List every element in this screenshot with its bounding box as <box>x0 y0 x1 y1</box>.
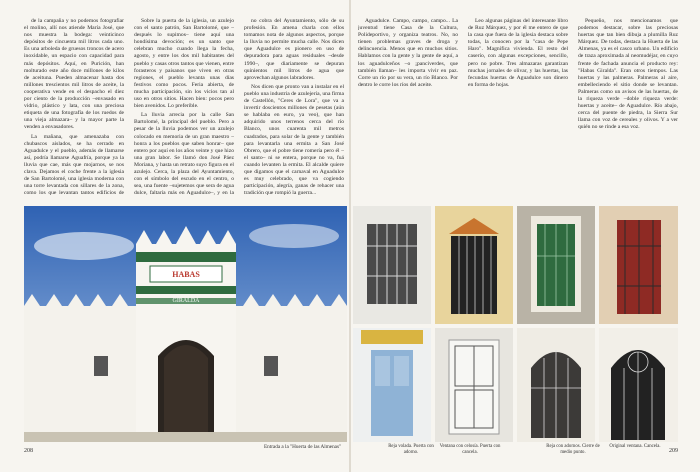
door-red-icon <box>599 206 678 324</box>
window-green-icon <box>517 206 595 324</box>
text-column-6 <box>578 18 678 196</box>
page-number-right: 209 <box>669 448 678 454</box>
door-caption-2: Ventana con celosía. Puerta con cancela. <box>439 444 501 455</box>
door-arched-icon <box>599 328 678 442</box>
paragraph: Aguadulce. Campo, campo, campo... La juventud tiene Casa de la Cultura, Polideportivo, y organiza teatros. No, no tienen problemas graves de droga y delincuencia. Menos que en muchos sitios. Hablamos con la gente y la gente de aquí, a los aguadulceños –o ¡panciverdes, que también llaman– les importa vivir en paz. Corre un río por su vera, un río Blanco. Por dentro le corre los ríos del aceite. <box>358 18 458 88</box>
photo-window-green <box>517 206 595 324</box>
sign-text: HABAS <box>172 270 200 279</box>
paragraph: Nos dicen que pronto van a instalar en el pueblo una industria de azulejería, una firma de Castellón, "Ceres de Lora", que va a invertir doscientos millones de pesetas (aún se hablaba en euro, ya veo), que han adquirido unos terrenos cerca del río Blanco, unos cuarenta mil metros cuadrados, para solar de la gente y también para levantarla una ermita a San José Obrero, que el pobre tiene romería pero él –el santo– ni se entera, porque no va, fuá cuando levanten la ermita. El alcalde quiere que digamos que el carnaval en Aguadulce es muy celebrado, que va cogiendo participación, alegría, ganas de rehacer una tradición que rompió la guerra... <box>244 83 344 196</box>
paragraph: Leo algunas páginas del interesante libro de Ruz Márquez, y por él me entero de que la casa que fuera de la iglesia destaca sobre todas, la conocen por la "casa de Pepe Haro". Magnífica vivienda. El resto del caserío, con algunas excepciones, sencillo, pero no pobre. Tres almazaras garantizan muchas jornales de olivar, y las huertas, las fecundas huertas de Aguadulce son dinero en forma de hojas. <box>468 18 568 88</box>
door-blue-icon <box>353 328 431 442</box>
paragraph: Pequeño, nos mencionamos que podemos destacar, sobre las preciosas huertas que tan bien dibuja a plumilla Ruz Márquez. De todas, destaca la Huerta de las Almenas, ya es el casco urbano. Un edificio de traza aproximada al neomudéjar, en cuyo frente de fachada anuncia el producto rey: "Habas Giralda". Eran otros tiempos. Las huertas y las palmeras. Palmeras al aire, embelleciendo el sitio donde se levantan. Palmeras como un avisos de las huertas, de la riqueza verde –doble riqueza verde: huertas y aceite– de Aguadulce. Río abajo, cerca del puente de piedra, la Sierra Sur llama con voz de cereales y olivos. Y a ver quién no se rinde a esa voz. <box>578 18 678 131</box>
text-column-3 <box>244 18 344 196</box>
text-column-2 <box>134 18 234 196</box>
photo-door-red <box>599 206 678 324</box>
paragraph: La lluvia arrecia por la calle San Bartolomé, la principal del pueblo. Pero a pesar de la lluvia podemos ver un azulejo colocado en memoria de un gran maestro –honra a los pueblos que saben honrar– que entero por aquí en los años veinte y que hizo una gran labor. Se llamó don José Páez Moriana, y hasta un retrato suyo figura en el azulejo. Cerca, la plaza del Ayuntamiento, con el símbolo del escudo en el centro, o sea, una fuente –sujetemos que sera de agua dulce, faltaría más en Aguadulce–, y en la <box>134 112 234 196</box>
photo-window-grille <box>353 206 431 324</box>
paragraph: de la campaña y no podemos fotografiar el molino, allí nos atiende María José, que nos muestra la bodega: veinticinco depósitos de cincuenta mil litros cada uno. Es una arboleda de gruesos troncos de acero inoxidable, un espacio con capacidad para más depósitos. Aquí, en Purición, han molturado este año doce millones de kilos de aceituna. Pueden almacenar hasta dos millones trescientos mil litros de aceite, la cooperativa vende en el despacho el diez por ciento de la producción –envasado en vidrio, plástico y lata, con una preciosa etiqueta de una fotografía de los ruedos de una vieja almazara– y la mayor parte la venden a envasadores. <box>24 18 124 131</box>
page-number-left: 208 <box>24 448 33 454</box>
sign-text-2: GIRALDA <box>172 298 200 304</box>
doors-photo-grid <box>353 206 678 458</box>
door-grille-icon <box>435 206 513 324</box>
text-column-5 <box>468 18 568 196</box>
paragraph: no cobra del Ayuntamiento, sólo de su profesión. En amena charla con ellos tomamos nota de algunos aspectos, porque la lluvia no permite mucha calle. Nos dicen que Aguadulce es pionero en uso de depuradora para aguas residuales –desde 1990–, que diariamente se depuran quinientos mil litros de agua que aprovechan algunos labradores. <box>244 18 344 81</box>
photo-door-yellow <box>435 206 513 324</box>
text-column-1 <box>24 18 124 196</box>
window-grille-icon <box>353 206 431 324</box>
door-caption-1: Reja volada. Puerta con adorno. <box>388 444 434 455</box>
text-column-4 <box>358 18 458 196</box>
window-white-icon <box>435 328 513 442</box>
photo-huerta-almenas <box>24 206 347 442</box>
caption-main-photo: Entrada a la "Huerta de las Almenas" <box>264 444 342 450</box>
paragraph: Sobre la puerta de la iglesia, un azulejo con el santo patrón, San Bartolomé, que –después lo supimos– tiene aquí una hondísima devoción; es un santo que celebran mucho cuando llega la fecha, agosto, y entre los dos mil habitantes del pueblo y casas otros tantos que vienen, entre forasteros y paisanos que viven en otras regiones, el pueblo levanta unas días festivos como pocos. Feria abierta, de mucha participación, sin los vicios tan al uso en otros sitios. Hacen bien: pocos pero bien avenidos. Lo preferible. <box>134 18 234 110</box>
door-caption-4: Original ventana. Cancela. <box>609 444 661 449</box>
window-arched-icon <box>517 328 595 442</box>
photo-door-arched <box>599 328 678 442</box>
building-illustration <box>24 206 347 442</box>
paragraph: La mañana, que amenazaba con chubascos aislados, se ha cerrado en Aguadulce y el pueblo, además de llamarse así, podría llamarse Aguafría, porque ya la lluvia que cae, más que mojarnos, se nos clava. Dejamos el coche frente a la iglesia de San Bartolomé, una iglesia moderna con una torre levantada con sillares de la zona, como los que levantan tantos edificios de <box>24 133 124 196</box>
photo-door-blue <box>353 328 431 442</box>
photo-window-white <box>435 328 513 442</box>
door-caption-3: Reja con adornos. Cierre de medio punto. <box>546 444 600 455</box>
spread-fold <box>349 0 351 472</box>
photo-window-arched <box>517 328 595 442</box>
